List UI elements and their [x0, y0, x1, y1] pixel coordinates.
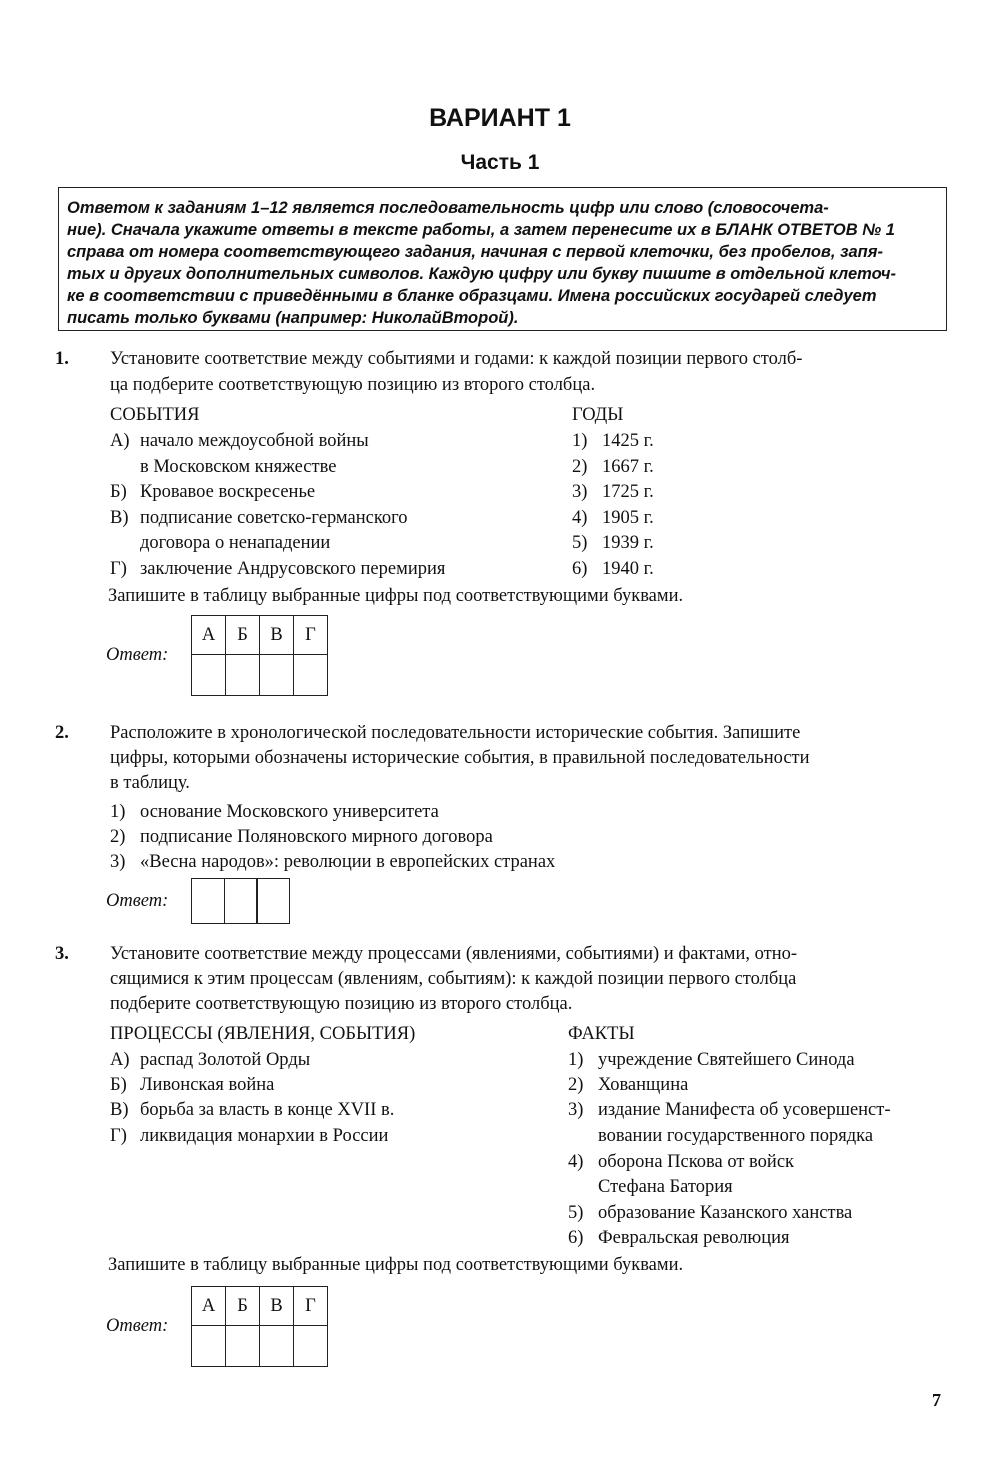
task1-number: 1.	[55, 349, 69, 369]
column-letter: А	[192, 1287, 226, 1326]
page-number: 7	[932, 1390, 941, 1410]
task1-event-text: договора о ненападении	[140, 533, 331, 553]
task1-year-number: 6)	[572, 559, 588, 579]
answer-label: Ответ:	[106, 645, 169, 665]
task3-process-letter: В)	[110, 1100, 129, 1120]
task1-event-letter: Г)	[110, 559, 127, 579]
task1-text-line: ца подберите соответствующую позицию из второго столбца.	[110, 375, 596, 395]
task1-note: Запишите в таблицу выбранные цифры под соответствующими буквами.	[108, 586, 684, 606]
task3-fact-text: Стефана Батория	[598, 1177, 733, 1197]
answer-cell[interactable]	[294, 655, 328, 696]
column-letter: В	[260, 1287, 294, 1326]
task2-item-number: 1)	[110, 802, 126, 822]
answer-cell[interactable]	[260, 1326, 294, 1367]
task3-text-line: сящимися к этим процессам (явлениям, событиям): к каждой позиции первого столбца	[110, 969, 797, 989]
task2-text-line: Расположите в хронологической последовательности исторические события. Запишите	[110, 723, 801, 743]
task3-text-line: Установите соответствие между процессами (явлениями, событиями) и фактами, отно-	[110, 944, 798, 964]
task3-process-text: ликвидация монархии в России	[140, 1126, 389, 1146]
task3-process-text: Ливонская война	[140, 1075, 275, 1095]
task1-event-text: Кровавое воскресенье	[140, 482, 316, 502]
task3-fact-text: Хованщина	[598, 1075, 689, 1095]
instruction-line: ние). Сначала укажите ответы в тексте работы, а затем перенесите их в БЛАНК ОТВЕТОВ № 1	[67, 221, 895, 239]
task1-year-text: 1667 г.	[602, 457, 654, 477]
task1-text-line: Установите соответствие между событиями и годами: к каждой позиции первого столб-	[110, 349, 803, 369]
instruction-line: ке в соответствии с приведёнными в бланке образцами. Имена российских государей следует	[67, 287, 877, 305]
task3-text-line: подберите соответствующую позицию из второго столбца.	[110, 994, 573, 1014]
task1-year-text: 1905 г.	[602, 508, 654, 528]
task1-col-years-heading: ГОДЫ	[572, 405, 624, 425]
answer-cell[interactable]	[260, 655, 294, 696]
instruction-line: справа от номера соответствующего задания, начиная с первой клеточки, без пробелов, запя-	[67, 243, 883, 261]
task1-event-letter: Б)	[110, 482, 127, 502]
column-letter: В	[260, 616, 294, 655]
task1-event-text: подписание советско-германского	[140, 508, 408, 528]
answer-cell[interactable]	[224, 878, 258, 924]
task1-year-text: 1725 г.	[602, 482, 654, 502]
task3-fact-number: 3)	[568, 1100, 584, 1120]
task3-col-processes-heading: ПРОЦЕССЫ (ЯВЛЕНИЯ, СОБЫТИЯ)	[110, 1024, 416, 1044]
task1-year-text: 1425 г.	[602, 431, 654, 451]
task2-item-text: подписание Поляновского мирного договора	[140, 827, 493, 847]
task3-process-letter: А)	[110, 1050, 130, 1070]
answer-cell[interactable]	[256, 878, 290, 924]
task3-process-text: борьба за власть в конце XVII в.	[140, 1100, 395, 1120]
task3-process-letter: Г)	[110, 1126, 127, 1146]
task3-fact-number: 4)	[568, 1152, 584, 1172]
task3-col-facts-heading: ФАКТЫ	[568, 1024, 635, 1044]
column-letter: Г	[294, 616, 328, 655]
task1-year-number: 4)	[572, 508, 588, 528]
answer-cell[interactable]	[191, 878, 225, 924]
task2-item-text: «Весна народов»: революции в европейских странах	[140, 852, 556, 872]
instruction-line: писать только буквами (например: НиколайВторой).	[67, 309, 519, 327]
answer-label: Ответ:	[106, 1316, 169, 1336]
task1-event-text: начало междоусобной войны	[140, 431, 369, 451]
task3-fact-text: Февральская революция	[598, 1228, 790, 1248]
task1-event-letter: А)	[110, 431, 130, 451]
instruction-box	[58, 187, 947, 331]
task2-item-number: 3)	[110, 852, 126, 872]
task3-fact-text: оборона Пскова от войск	[598, 1152, 795, 1172]
task3-process-text: распад Золотой Орды	[140, 1050, 311, 1070]
task2-number: 2.	[55, 723, 69, 743]
task1-answer-table	[191, 615, 328, 696]
task3-fact-text: образование Казанского ханства	[598, 1203, 853, 1223]
task1-year-text: 1940 г.	[602, 559, 654, 579]
column-letter: Б	[226, 616, 260, 655]
task3-answer-table	[191, 1286, 328, 1367]
task3-fact-number: 5)	[568, 1203, 584, 1223]
task1-event-text: в Московском княжестве	[140, 457, 337, 477]
instruction-line: Ответом к заданиям 1–12 является последовательность цифр или слово (словосочета-	[67, 199, 829, 217]
task1-event-text: заключение Андрусовского перемирия	[140, 559, 446, 579]
task3-note: Запишите в таблицу выбранные цифры под соответствующими буквами.	[108, 1255, 684, 1275]
task2-text-line: цифры, которыми обозначены исторические события, в правильной последовательности	[110, 748, 810, 768]
task2-text-line: в таблицу.	[110, 773, 190, 793]
task1-year-text: 1939 г.	[602, 533, 654, 553]
task1-year-number: 3)	[572, 482, 588, 502]
column-letter: Г	[294, 1287, 328, 1326]
answer-cell[interactable]	[226, 655, 260, 696]
column-letter: Б	[226, 1287, 260, 1326]
answer-cell[interactable]	[294, 1326, 328, 1367]
part-title: Часть 1	[460, 151, 540, 174]
task3-fact-number: 1)	[568, 1050, 584, 1070]
task2-item-text: основание Московского университета	[140, 802, 439, 822]
task3-number: 3.	[55, 944, 69, 964]
task3-process-letter: Б)	[110, 1075, 127, 1095]
task1-col-events-heading: СОБЫТИЯ	[110, 405, 200, 425]
task3-fact-text: вовании государственного порядка	[598, 1126, 874, 1146]
task1-year-number: 1)	[572, 431, 588, 451]
task3-fact-number: 2)	[568, 1075, 584, 1095]
task2-item-number: 2)	[110, 827, 126, 847]
answer-label: Ответ:	[106, 891, 169, 911]
answer-cell[interactable]	[192, 655, 226, 696]
task1-event-letter: В)	[110, 508, 129, 528]
task1-year-number: 2)	[572, 457, 588, 477]
variant-title: ВАРИАНТ 1	[429, 104, 571, 132]
column-letter: А	[192, 616, 226, 655]
answer-cell[interactable]	[192, 1326, 226, 1367]
instruction-line: тых и других дополнительных символов. Каждую цифру или букву пишите в отдельной клеточ-	[67, 265, 896, 283]
task3-fact-text: учреждение Святейшего Синода	[598, 1050, 855, 1070]
task2-answer-row	[191, 878, 289, 924]
answer-cell[interactable]	[226, 1326, 260, 1367]
task1-year-number: 5)	[572, 533, 588, 553]
task3-fact-text: издание Манифеста об усовершенст-	[598, 1100, 891, 1120]
task3-fact-number: 6)	[568, 1228, 584, 1248]
